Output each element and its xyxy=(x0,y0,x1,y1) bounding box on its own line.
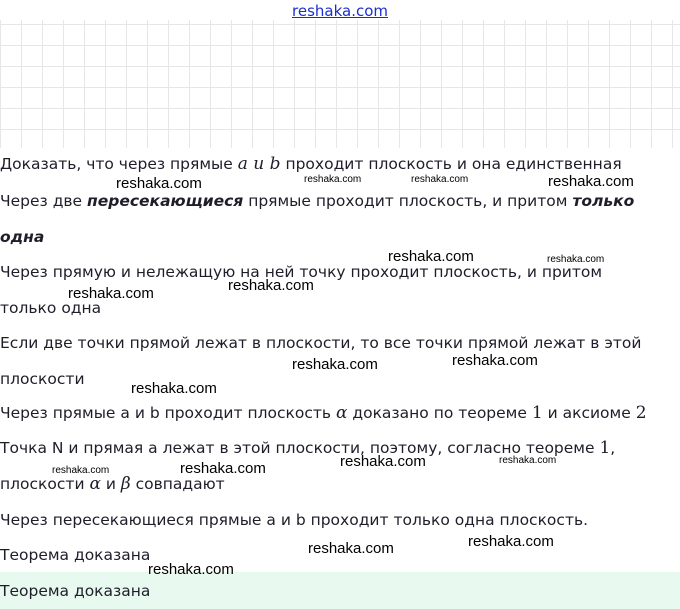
math-1: 1 xyxy=(599,438,611,458)
watermark: reshaka.com xyxy=(499,455,557,466)
watermark: reshaka.com xyxy=(68,285,154,302)
text: Доказать, что через прямые xyxy=(0,155,238,173)
text: доказано по теореме xyxy=(347,404,532,422)
math-alpha: α xyxy=(335,403,348,423)
step-2: Через прямую и нележащую на ней точку проходит плоскость, и притом xyxy=(0,263,603,281)
watermark: reshaka.com xyxy=(304,174,362,185)
watermark: reshaka.com xyxy=(292,356,378,373)
watermark: reshaka.com xyxy=(228,277,314,294)
task-statement xyxy=(0,154,622,174)
watermark: reshaka.com xyxy=(388,248,474,265)
watermark: reshaka.com xyxy=(52,465,110,476)
math-ab: a и b xyxy=(237,154,281,174)
step-4 xyxy=(0,403,647,423)
watermark: reshaka.com xyxy=(148,561,234,578)
step-3-cont: плоскости xyxy=(0,370,85,388)
math-2: 2 xyxy=(635,403,647,423)
watermark: reshaka.com xyxy=(180,460,266,477)
math-alpha: α xyxy=(89,474,101,494)
step-5-cont xyxy=(0,474,225,494)
watermark: reshaka.com xyxy=(116,175,202,192)
step-2-cont: только одна xyxy=(0,299,102,317)
text: прямые проходит плоскость, и притом xyxy=(243,192,573,210)
watermark: reshaka.com xyxy=(548,173,634,190)
watermark: reshaka.com xyxy=(547,254,605,265)
step-1 xyxy=(0,191,634,211)
math-beta: β xyxy=(120,474,131,494)
graph-paper-area xyxy=(0,20,680,148)
text: и xyxy=(100,475,121,493)
step-3: Если две точки прямой лежат в плоскости, то все точки прямой лежат в этой xyxy=(0,334,642,352)
step-1-cont: одна xyxy=(0,228,45,246)
emphasis: только xyxy=(572,192,635,210)
text: проходит плоскость и она единственная xyxy=(280,155,622,173)
emphasis: пересекающиеся xyxy=(87,192,244,210)
watermark: reshaka.com xyxy=(131,380,217,397)
theorem-proved-1: Теорема доказана xyxy=(0,546,151,564)
watermark: reshaka.com xyxy=(411,174,469,185)
text: , xyxy=(610,439,616,457)
text: совпадают xyxy=(130,475,225,493)
watermark: reshaka.com xyxy=(452,352,538,369)
text: плоскости xyxy=(0,475,90,493)
watermark: reshaka.com xyxy=(308,540,394,557)
watermark: reshaka.com xyxy=(468,533,554,550)
text: и аксиоме xyxy=(542,404,636,422)
math-1: 1 xyxy=(531,403,543,423)
text: Через прямые a и b проходит плоскость xyxy=(0,404,336,422)
text: Через две xyxy=(0,192,88,210)
watermark: reshaka.com xyxy=(340,453,426,470)
conclusion-line: Через пересекающиеся прямые a и b проходит только одна плоскость. xyxy=(0,511,589,529)
site-title[interactable]: reshaka.com xyxy=(292,2,388,20)
text: Точка N и прямая a лежат в этой плоскости, поэтому, согласно теореме xyxy=(0,439,600,457)
theorem-proved-2: Теорема доказана xyxy=(0,582,151,600)
